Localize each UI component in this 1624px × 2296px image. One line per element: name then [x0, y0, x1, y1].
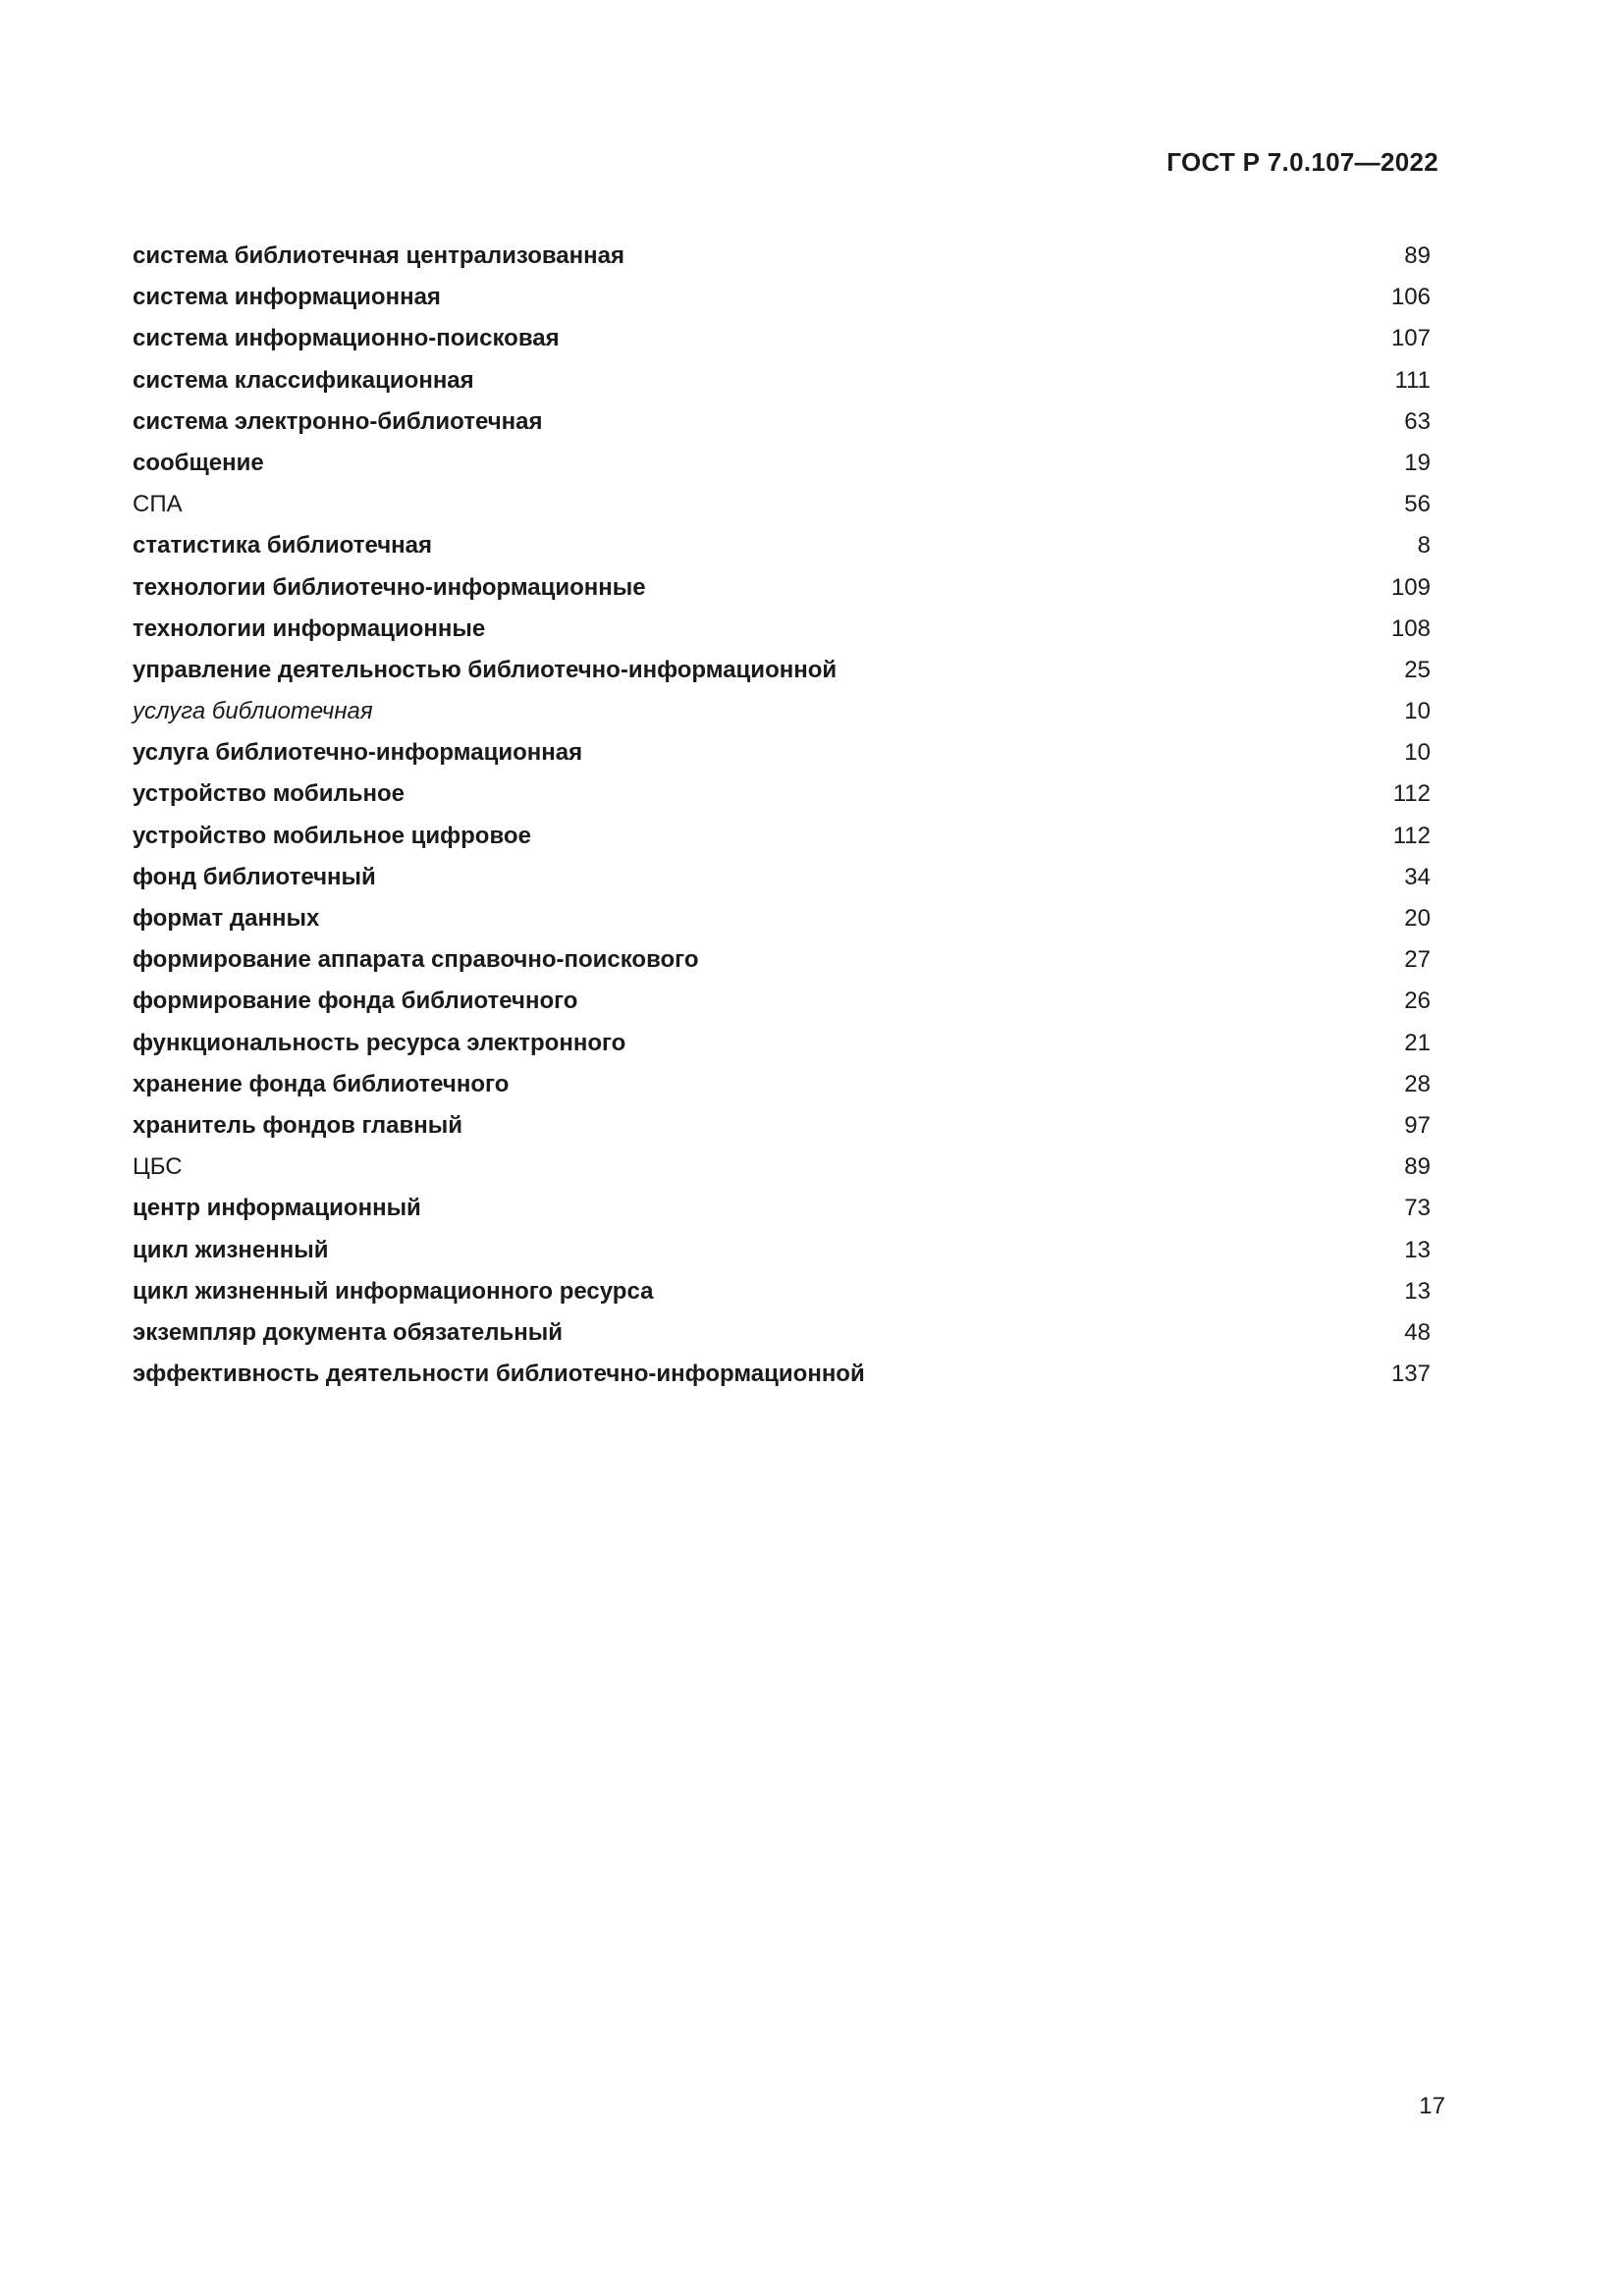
- index-entry: [133, 650, 1431, 691]
- index-term: услуга библиотечная: [133, 698, 373, 725]
- index-entry: [133, 1064, 1431, 1105]
- index-term: ЦБС: [133, 1153, 183, 1181]
- index-term-number: 28: [1404, 1070, 1431, 1097]
- index-term-number: 21: [1404, 1029, 1431, 1056]
- index-term-number: 97: [1404, 1111, 1431, 1139]
- index-entry: [133, 401, 1431, 443]
- index-term: хранение фонда библиотечного: [133, 1070, 510, 1097]
- index-term: формирование фонда библиотечного: [133, 988, 578, 1015]
- index-term: центр информационный: [133, 1195, 421, 1222]
- index-entry: [133, 1354, 1431, 1395]
- index-entry: [133, 981, 1431, 1022]
- index-entry: [133, 774, 1431, 815]
- index-term: система библиотечная централизованная: [133, 242, 624, 269]
- index-entry: [133, 1230, 1431, 1271]
- index-term-number: 112: [1392, 780, 1431, 808]
- index-entry: [133, 898, 1431, 939]
- index-entry: [133, 732, 1431, 774]
- index-term-number: 106: [1390, 284, 1431, 311]
- index-term: фонд библиотечный: [133, 863, 376, 890]
- index-term-number: 112: [1392, 822, 1431, 849]
- index-term-number: 137: [1390, 1361, 1431, 1388]
- index-term-number: 111: [1394, 366, 1431, 394]
- index-entry: [133, 1023, 1431, 1064]
- index-term: система классификационная: [133, 366, 474, 394]
- index-term: эффективность деятельности библиотечно-информационной: [133, 1361, 865, 1388]
- index-term-number: 107: [1390, 325, 1431, 352]
- index-entry: [133, 609, 1431, 650]
- index-term: управление деятельностью библиотечно-информационной: [133, 656, 838, 683]
- index-term: экземпляр документа обязательный: [133, 1318, 564, 1346]
- index-term-number: 89: [1404, 242, 1431, 269]
- index-term: сообщение: [133, 449, 264, 476]
- index-term: цикл жизненный: [133, 1236, 329, 1263]
- index-term: СПА: [133, 491, 183, 518]
- page-number: 17: [1419, 2093, 1445, 2119]
- index-term-number: 63: [1404, 407, 1431, 435]
- index-term-number: 13: [1404, 1277, 1431, 1305]
- index-term: система электронно-библиотечная: [133, 407, 543, 435]
- index-term: система информационно-поисковая: [133, 325, 560, 352]
- index-term-number: 109: [1390, 573, 1431, 601]
- index-term: система информационная: [133, 284, 441, 311]
- index-term-number: 10: [1404, 739, 1431, 767]
- index-entry: [133, 1271, 1431, 1312]
- index-term-number: 108: [1390, 614, 1431, 642]
- index-term: хранитель фондов главный: [133, 1111, 463, 1139]
- index-entry: [133, 939, 1431, 981]
- index-entry: [133, 443, 1431, 484]
- index-entry: [133, 525, 1431, 566]
- index-term-number: 34: [1404, 863, 1431, 890]
- index-entry: [133, 1105, 1431, 1147]
- index-entry: [133, 1188, 1431, 1229]
- index-term-number: 25: [1404, 656, 1431, 683]
- index-entry: [133, 1312, 1431, 1354]
- index-entry: [133, 484, 1431, 525]
- index-term: технологии информационные: [133, 614, 486, 642]
- document-header: ГОСТ Р 7.0.107—2022: [1166, 147, 1438, 177]
- index-term: технологии библиотечно-информационные: [133, 573, 646, 601]
- index-term: функциональность ресурса электронного: [133, 1029, 626, 1056]
- index-term-number: 27: [1404, 946, 1431, 974]
- index-term-number: 8: [1417, 532, 1431, 560]
- index-entry: [133, 1147, 1431, 1188]
- index-term-number: 89: [1404, 1153, 1431, 1181]
- index-term: формирование аппарата справочно-поискового: [133, 946, 699, 974]
- index-term-number: 73: [1404, 1195, 1431, 1222]
- index-entry: [133, 691, 1431, 732]
- term-index-list: [133, 236, 1431, 1395]
- index-term: статистика библиотечная: [133, 532, 432, 560]
- index-entry: [133, 277, 1431, 318]
- index-entry: [133, 857, 1431, 898]
- index-entry: [133, 567, 1431, 609]
- index-term: устройство мобильное: [133, 780, 405, 808]
- index-entry: [133, 360, 1431, 401]
- index-entry: [133, 318, 1431, 359]
- index-term-number: 26: [1404, 988, 1431, 1015]
- index-term-number: 13: [1404, 1236, 1431, 1263]
- index-term-number: 48: [1404, 1318, 1431, 1346]
- index-term-number: 10: [1404, 698, 1431, 725]
- index-term: цикл жизненный информационного ресурса: [133, 1277, 654, 1305]
- index-term-number: 20: [1404, 905, 1431, 932]
- index-term: формат данных: [133, 905, 320, 932]
- index-entry: [133, 816, 1431, 857]
- index-entry: [133, 236, 1431, 277]
- index-term-number: 56: [1404, 491, 1431, 518]
- index-term: услуга библиотечно-информационная: [133, 739, 583, 767]
- index-term: устройство мобильное цифровое: [133, 822, 531, 849]
- index-term-number: 19: [1404, 449, 1431, 476]
